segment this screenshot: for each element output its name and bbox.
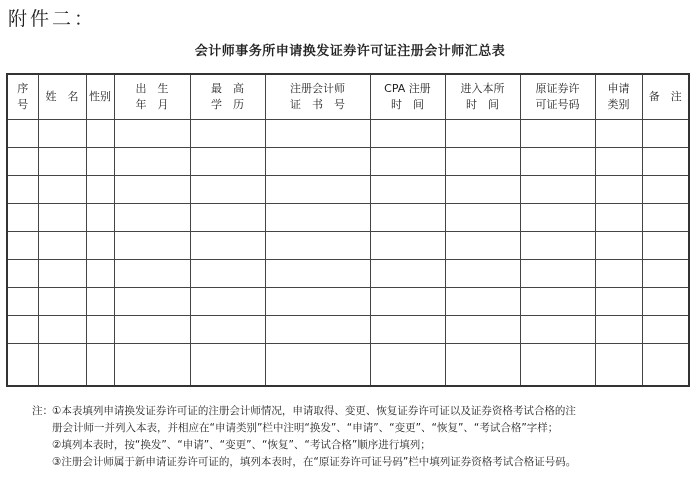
header-cell-cpa-date: CPA 注册 时 间 (370, 74, 445, 120)
table-cell[interactable] (370, 344, 445, 386)
table-cell[interactable] (7, 316, 38, 344)
table-cell[interactable] (7, 260, 38, 288)
table-cell[interactable] (86, 232, 114, 260)
table-cell[interactable] (265, 232, 370, 260)
table-cell[interactable] (595, 204, 642, 232)
note-2: ②填列本表时，按“换发”、“申请”、“变更”、“恢复”、“考试合格”顺序进行填列； (52, 439, 431, 451)
table-cell[interactable] (595, 344, 642, 386)
table-cell[interactable] (445, 120, 520, 148)
table-cell[interactable] (642, 344, 689, 386)
attachment-label: 附件二： (8, 8, 97, 30)
table-cell[interactable] (595, 232, 642, 260)
table-cell[interactable] (7, 120, 38, 148)
table-cell[interactable] (7, 204, 38, 232)
table-cell[interactable] (190, 120, 265, 148)
table-cell[interactable] (595, 316, 642, 344)
table-cell[interactable] (265, 120, 370, 148)
table-cell[interactable] (520, 120, 595, 148)
table-cell[interactable] (595, 288, 642, 316)
table-cell[interactable] (38, 232, 86, 260)
table-cell[interactable] (114, 232, 190, 260)
table-cell[interactable] (265, 316, 370, 344)
table-cell[interactable] (642, 176, 689, 204)
table-cell[interactable] (114, 120, 190, 148)
table-cell[interactable] (114, 148, 190, 176)
table-cell[interactable] (38, 288, 86, 316)
table-cell[interactable] (86, 176, 114, 204)
table-cell[interactable] (7, 176, 38, 204)
table-cell[interactable] (370, 176, 445, 204)
table-cell[interactable] (642, 120, 689, 148)
table-cell[interactable] (86, 204, 114, 232)
header-cell-name: 姓 名 (38, 74, 86, 120)
table-body (7, 120, 689, 387)
table-cell[interactable] (445, 344, 520, 386)
table-cell[interactable] (445, 316, 520, 344)
table-cell[interactable] (265, 148, 370, 176)
table-cell[interactable] (38, 344, 86, 386)
table-cell[interactable] (595, 120, 642, 148)
table-cell[interactable] (370, 260, 445, 288)
table-cell[interactable] (520, 148, 595, 176)
table-row (7, 232, 689, 260)
notes-prefix: 注： (32, 405, 53, 417)
table-cell[interactable] (38, 316, 86, 344)
table-cell[interactable] (86, 120, 114, 148)
table-cell[interactable] (86, 344, 114, 386)
table-cell[interactable] (38, 176, 86, 204)
table-cell[interactable] (445, 260, 520, 288)
table-row (7, 316, 689, 344)
table-cell[interactable] (190, 288, 265, 316)
table-cell[interactable] (190, 344, 265, 386)
table-cell[interactable] (114, 316, 190, 344)
table-cell[interactable] (38, 204, 86, 232)
table-cell[interactable] (190, 148, 265, 176)
header-cell-birth: 出 生 年 月 (114, 74, 190, 120)
table-cell[interactable] (86, 288, 114, 316)
table-cell[interactable] (370, 120, 445, 148)
table-cell[interactable] (114, 204, 190, 232)
table-cell[interactable] (114, 344, 190, 386)
table-cell[interactable] (86, 148, 114, 176)
table-cell[interactable] (445, 176, 520, 204)
table-cell[interactable] (370, 232, 445, 260)
table-cell[interactable] (265, 176, 370, 204)
table-row (7, 120, 689, 148)
table-cell[interactable] (520, 176, 595, 204)
table-row (7, 344, 689, 386)
note-3: ③注册会计师属于新申请证券许可证的，填列本表时，在“原证券许可证号码”栏中填列证券资格考试合格证号码。 (52, 456, 577, 468)
table-cell[interactable] (595, 260, 642, 288)
note-1-line-2: 册会计师一并列入本表，并相应在“申请类别”栏中注明“换发”、“申请”、“变更”、“恢复”、“考试合格”字样； (52, 422, 559, 434)
header-cell-license-no: 原证券许 可证号码 (520, 74, 595, 120)
table-cell[interactable] (86, 260, 114, 288)
header-cell-certificate: 注册会计师 证 书 号 (265, 74, 370, 120)
table-cell[interactable] (642, 316, 689, 344)
table-cell[interactable] (190, 316, 265, 344)
table-cell[interactable] (520, 288, 595, 316)
table-cell[interactable] (38, 260, 86, 288)
table-cell[interactable] (520, 232, 595, 260)
header-cell-category: 申请 类别 (595, 74, 642, 120)
table-cell[interactable] (642, 288, 689, 316)
form-title: 会计师事务所申请换发证券许可证注册会计师汇总表 (194, 44, 506, 59)
table-cell[interactable] (642, 260, 689, 288)
table-cell[interactable] (445, 148, 520, 176)
table-cell[interactable] (190, 260, 265, 288)
table-cell[interactable] (265, 260, 370, 288)
table-cell[interactable] (190, 204, 265, 232)
table-cell[interactable] (370, 204, 445, 232)
table-cell[interactable] (265, 344, 370, 386)
table-cell[interactable] (7, 232, 38, 260)
table-cell[interactable] (370, 316, 445, 344)
note-1-line-1: ①本表填列申请换发证券许可证的注册会计师情况，申请取得、变更、恢复证券许可证以及证券资格考试合格的注 (52, 405, 576, 417)
table-cell[interactable] (445, 204, 520, 232)
table-row (7, 288, 689, 316)
table-cell[interactable] (445, 232, 520, 260)
table-cell[interactable] (370, 148, 445, 176)
table-row (7, 204, 689, 232)
table-cell[interactable] (642, 232, 689, 260)
table-cell[interactable] (265, 204, 370, 232)
table-cell[interactable] (520, 204, 595, 232)
summary-table (6, 73, 690, 387)
table-cell[interactable] (595, 176, 642, 204)
table-cell[interactable] (86, 316, 114, 344)
table-cell[interactable] (265, 288, 370, 316)
header-cell-seq: 序 号 (7, 74, 38, 120)
table-row (7, 176, 689, 204)
table-cell[interactable] (38, 148, 86, 176)
header-cell-education: 最 高 学 历 (190, 74, 265, 120)
table-cell[interactable] (190, 232, 265, 260)
table-cell[interactable] (642, 204, 689, 232)
table-cell[interactable] (7, 344, 38, 386)
table-row (7, 260, 689, 288)
header-cell-remarks: 备 注 (642, 74, 689, 120)
table-cell[interactable] (190, 176, 265, 204)
table-cell[interactable] (445, 288, 520, 316)
table-cell[interactable] (595, 148, 642, 176)
table-cell[interactable] (520, 260, 595, 288)
note-1 (32, 403, 692, 420)
table-row (7, 148, 689, 176)
table-cell[interactable] (114, 288, 190, 316)
header-cell-gender: 性别 (86, 74, 114, 120)
table-cell[interactable] (520, 344, 595, 386)
notes-section (32, 403, 692, 471)
table-cell[interactable] (370, 288, 445, 316)
table-header-row (7, 74, 689, 120)
table-cell[interactable] (7, 288, 38, 316)
table-cell[interactable] (114, 260, 190, 288)
table-cell[interactable] (642, 148, 689, 176)
header-cell-join-date: 进入本所 时 间 (445, 74, 520, 120)
table-cell[interactable] (7, 148, 38, 176)
table-cell[interactable] (520, 316, 595, 344)
table-cell[interactable] (114, 176, 190, 204)
table-cell[interactable] (38, 120, 86, 148)
